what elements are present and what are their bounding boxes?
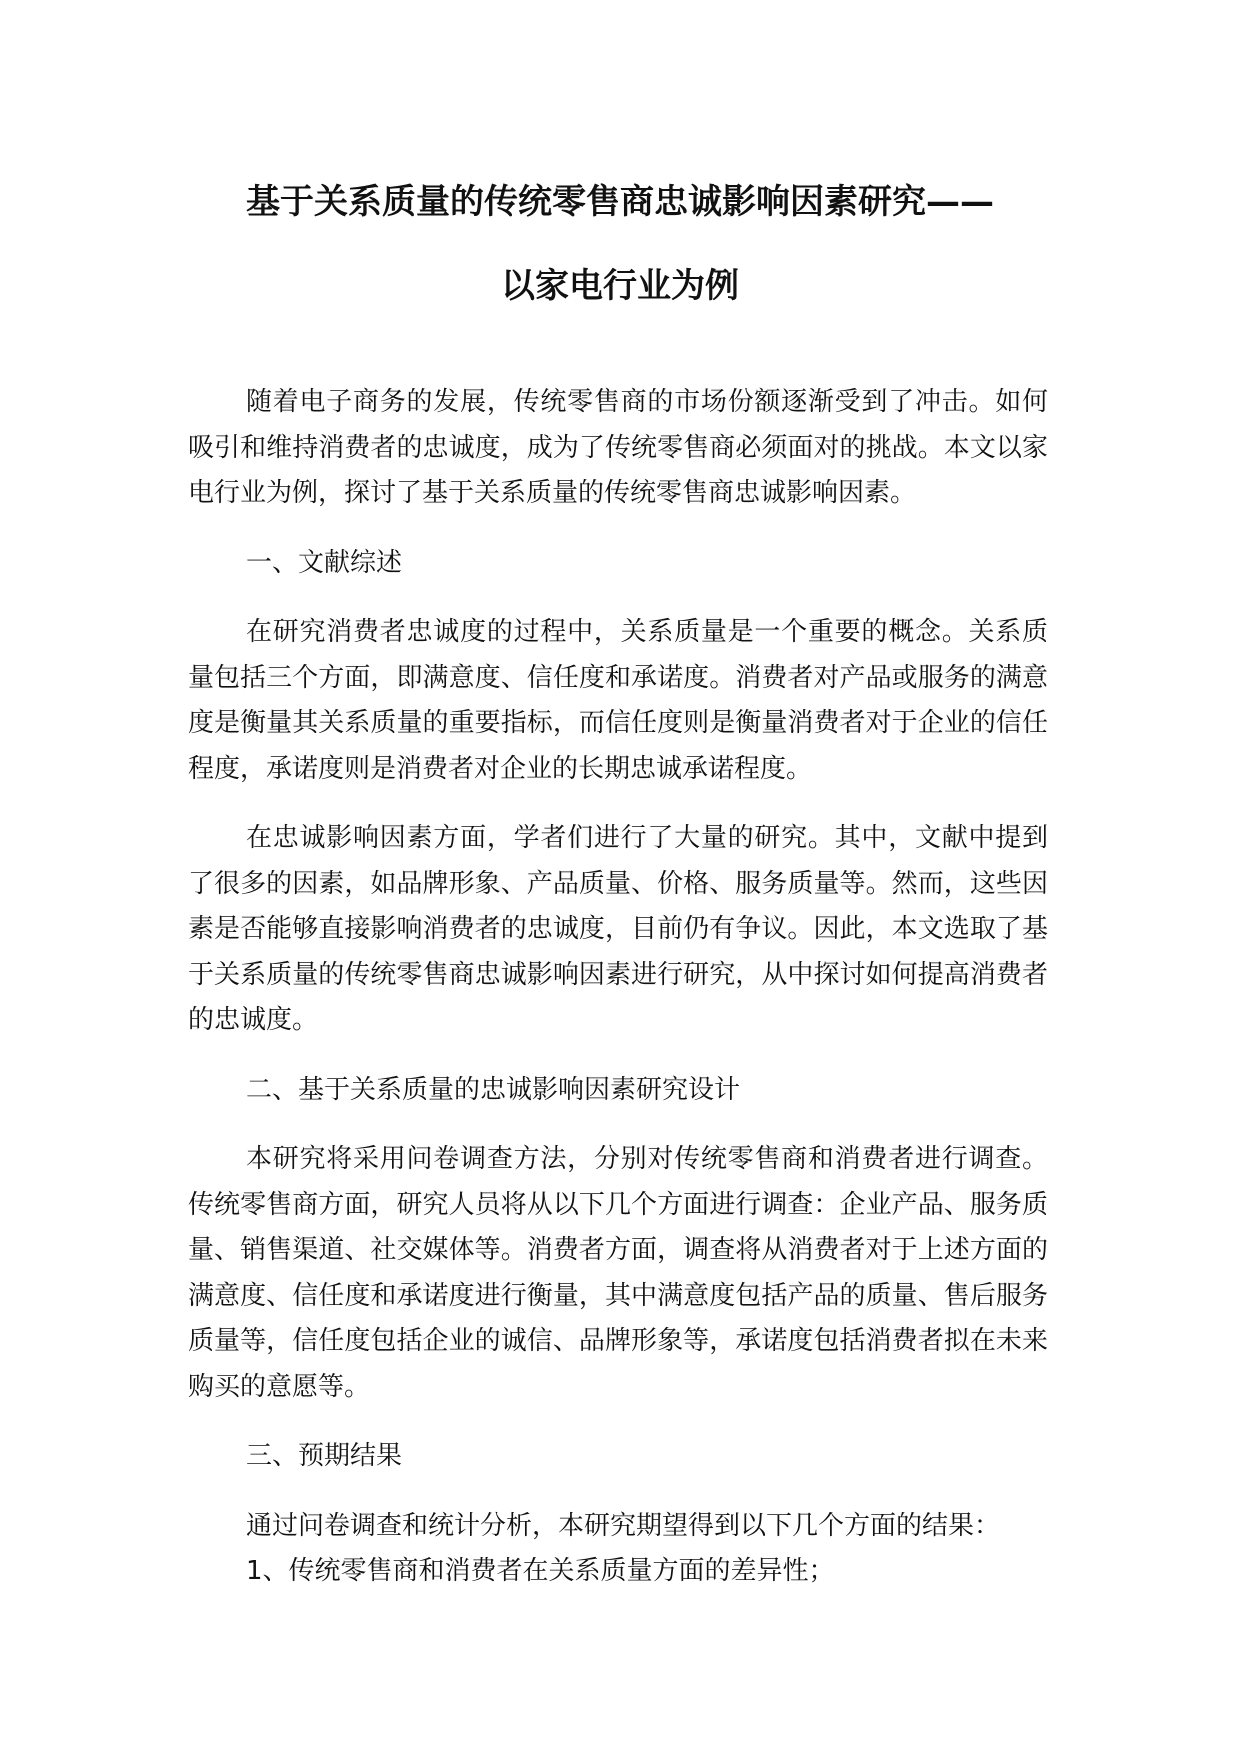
section-heading-literature-review: 一、文献综述 <box>246 547 403 578</box>
literature-paragraph-1: 在研究消费者忠诚度的过程中，关系质量是一个重要的概念。关系质量包括三个方面，即满意度、信任度和承诺度。消费者对产品或服务的满意度是衡量其关系质量的重要指标，而信任度则是衡量消费者对于企业的信任程度，承诺度则是消费者对企业的长期忠诚承诺程度。 <box>188 617 1048 784</box>
document-body <box>188 380 1048 1595</box>
literature-paragraph-2: 在忠诚影响因素方面，学者们进行了大量的研究。其中，文献中提到了很多的因素，如品牌形象、产品质量、价格、服务质量等。然而，这些因素是否能够直接影响消费者的忠诚度，目前仍有争议。因此，本文选取了基于关系质量的传统零售商忠诚影响因素进行研究，从中探讨如何提高消费者的忠诚度。 <box>188 823 1048 1035</box>
expected-results-intro: 通过问卷调查和统计分析，本研究期望得到以下几个方面的结果： <box>246 1510 1001 1541</box>
document-title-line-1: 基于关系质量的传统零售商忠诚影响因素研究—— <box>246 182 994 222</box>
expected-result-item-1: 1、传统零售商和消费者在关系质量方面的差异性； <box>246 1556 835 1586</box>
intro-paragraph: 随着电子商务的发展，传统零售商的市场份额逐渐受到了冲击。如何吸引和维持消费者的忠诚度，成为了传统零售商必须面对的挑战。本文以家电行业为例，探讨了基于关系质量的传统零售商忠诚影响因素。 <box>188 387 1048 508</box>
section-heading-research-design: 二、基于关系质量的忠诚影响因素研究设计 <box>246 1074 741 1105</box>
research-design-paragraph: 本研究将采用问卷调查方法，分别对传统零售商和消费者进行调查。传统零售商方面，研究人员将从以下几个方面进行调查：企业产品、服务质量、销售渠道、社交媒体等。消费者方面，调查将从消费者对于上述方面的满意度、信任度和承诺度进行衡量，其中满意度包括产品的质量、售后服务质量等，信任度包括企业的诚信、品牌形象等，承诺度包括消费者拟在未来购买的意愿等。 <box>188 1144 1048 1402</box>
section-heading-expected-results: 三、预期结果 <box>246 1441 403 1471</box>
document-title-line-2: 以家电行业为例 <box>501 266 739 306</box>
